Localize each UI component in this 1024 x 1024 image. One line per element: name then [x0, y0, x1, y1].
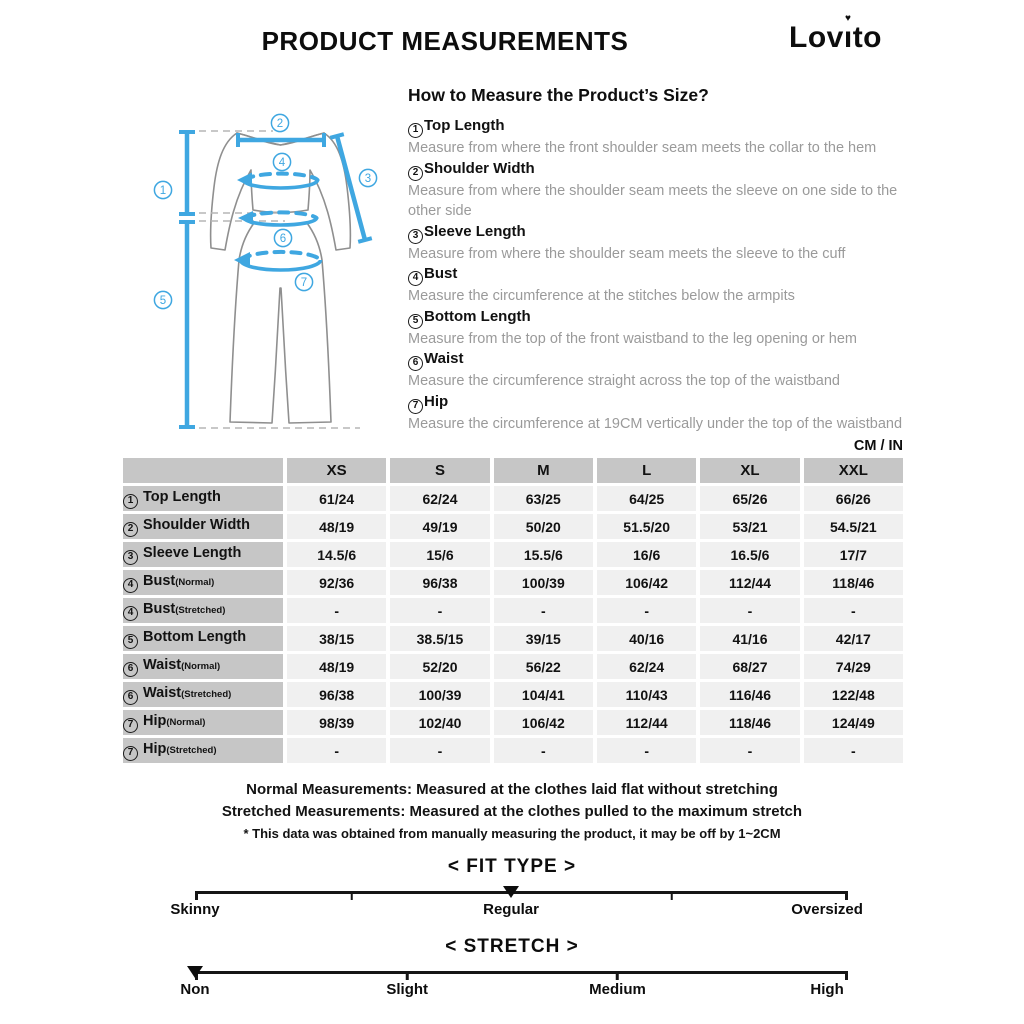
- table-row: [123, 514, 903, 539]
- row-sublabel: (Normal): [175, 576, 215, 588]
- howto-item-name: 4 Bust: [408, 264, 918, 286]
- howto-item-desc: Measure the circumference straight across the top of the waistband: [408, 373, 840, 389]
- scale-label: Non: [180, 981, 210, 998]
- heart-icon: ♥: [845, 13, 852, 24]
- fit-type-title: < FIT TYPE >: [447, 856, 577, 877]
- fit-type-scale: [170, 891, 863, 918]
- size-value-cell: 106/42: [494, 710, 593, 735]
- size-column-header: S: [390, 458, 489, 483]
- row-label: 7 Hip(Stretched): [123, 738, 283, 763]
- row-sublabel: (Stretched): [181, 688, 232, 700]
- size-value-cell: 48/19: [287, 514, 386, 539]
- size-value-cell: 118/46: [700, 710, 799, 735]
- scale-tick: [350, 891, 353, 900]
- size-value-cell: 96/38: [390, 570, 489, 595]
- size-value-cell: 63/25: [494, 486, 593, 511]
- row-label: 7 Hip(Normal): [123, 710, 283, 735]
- size-value-cell: 49/19: [390, 514, 489, 539]
- row-label: 4 Bust(Stretched): [123, 598, 283, 623]
- howto-item-name: 6 Waist: [408, 349, 918, 371]
- garment-diagram: [125, 92, 405, 440]
- note-disclaimer: * This data was obtained from manually measuring the product, it may be off by 1~2CM: [243, 826, 781, 841]
- size-column-header: L: [597, 458, 696, 483]
- stretch-title: < STRETCH >: [445, 936, 579, 957]
- scale-tick: [670, 891, 673, 900]
- svg-text:3: 3: [364, 173, 372, 185]
- size-value-cell: 38.5/15: [390, 626, 489, 651]
- howto-item-desc: Measure the circumference at 19CM vertically under the top of the waistband: [408, 415, 903, 432]
- svg-text:7: 7: [300, 277, 308, 289]
- size-column-header: XXL: [804, 458, 903, 483]
- howto-item-name: 3 Sleeve Length: [408, 222, 918, 244]
- measure-bottom-length: [179, 222, 195, 427]
- fit-type-line: [195, 891, 848, 894]
- brand-letter-i: ı ♥: [843, 13, 853, 54]
- howto-item-desc: Measure from the top of the front waistband to the leg opening or hem: [408, 330, 857, 347]
- size-value-cell: 38/15: [287, 626, 386, 651]
- size-value-cell: 53/21: [700, 514, 799, 539]
- howto-item-desc: Measure the circumference at the stitches below the armpits: [408, 288, 795, 304]
- scale-label: High: [810, 981, 844, 998]
- row-label: 6 Waist(Stretched): [123, 682, 283, 707]
- circled-number-icon: 7: [408, 399, 423, 414]
- size-value-cell: 50/20: [494, 514, 593, 539]
- svg-text:1: 1: [159, 185, 167, 197]
- howto-item-name: 2 Shoulder Width: [408, 159, 918, 181]
- row-label: 3 Sleeve Length: [123, 542, 283, 567]
- size-value-cell: -: [390, 738, 489, 763]
- size-value-cell: 15.5/6: [494, 542, 593, 567]
- note-normal: Normal Measurements: Measured at the clothes laid flat without stretching: [246, 781, 778, 798]
- size-column-header: M: [494, 458, 593, 483]
- size-value-cell: -: [287, 738, 386, 763]
- circled-number-icon: 6: [408, 356, 423, 371]
- size-value-cell: 42/17: [804, 626, 903, 651]
- size-value-cell: -: [804, 738, 903, 763]
- scale-tick: [616, 971, 619, 980]
- circled-number-icon: 3: [408, 229, 423, 244]
- size-value-cell: 14.5/6: [287, 542, 386, 567]
- circled-number-icon: 2: [123, 522, 138, 537]
- size-value-cell: 16/6: [597, 542, 696, 567]
- brand-logo: Lovı ♥ to: [789, 13, 883, 54]
- circled-number-icon: 4: [123, 606, 138, 621]
- size-value-cell: -: [804, 598, 903, 623]
- circled-number-icon: 3: [123, 550, 138, 565]
- howto-item-desc: Measure from where the front shoulder seam meets the collar to the hem: [408, 140, 877, 156]
- size-value-cell: 40/16: [597, 626, 696, 651]
- table-row: [123, 682, 903, 707]
- size-value-cell: 52/20: [390, 654, 489, 679]
- notes: [0, 779, 1024, 845]
- table-row: [123, 626, 903, 651]
- row-sublabel: (Normal): [181, 660, 221, 672]
- table-row: [123, 710, 903, 735]
- size-value-cell: 98/39: [287, 710, 386, 735]
- howto-item-name: 7 Hip: [408, 392, 918, 414]
- circled-number-icon: 1: [408, 123, 423, 138]
- row-label: 1 Top Length: [123, 486, 283, 511]
- howto-item-desc: Measure from where the shoulder seam meets the sleeve to the cuff: [408, 245, 846, 262]
- size-value-cell: 51.5/20: [597, 514, 696, 539]
- size-value-cell: 66/26: [804, 486, 903, 511]
- size-value-cell: 106/42: [597, 570, 696, 595]
- howto-item-name: 5 Bottom Length: [408, 307, 918, 329]
- size-value-cell: 64/25: [597, 486, 696, 511]
- size-value-cell: 39/15: [494, 626, 593, 651]
- howto-section: [408, 85, 918, 434]
- scale-label: Medium: [589, 981, 646, 998]
- table-corner-cell: [123, 458, 283, 483]
- table-row: [123, 598, 903, 623]
- size-table: [119, 455, 907, 766]
- circled-number-icon: 4: [408, 271, 423, 286]
- note-stretched: Stretched Measurements: Measured at the clothes pulled to the maximum stretch: [221, 803, 803, 820]
- circled-number-icon: 6: [123, 690, 138, 705]
- size-value-cell: 15/6: [390, 542, 489, 567]
- size-value-cell: 104/41: [494, 682, 593, 707]
- size-value-cell: 110/43: [597, 682, 696, 707]
- size-value-cell: 122/48: [804, 682, 903, 707]
- circled-number-icon: 5: [123, 634, 138, 649]
- size-value-cell: -: [700, 598, 799, 623]
- circled-number-icon: 7: [123, 746, 138, 761]
- table-row: [123, 738, 903, 763]
- size-value-cell: -: [494, 738, 593, 763]
- garment-outline: [211, 133, 351, 423]
- size-value-cell: 112/44: [700, 570, 799, 595]
- howto-list: [408, 116, 918, 434]
- stretch-line: [195, 971, 848, 974]
- size-value-cell: 100/39: [494, 570, 593, 595]
- table-row: [123, 486, 903, 511]
- size-column-header: XL: [700, 458, 799, 483]
- size-value-cell: 96/38: [287, 682, 386, 707]
- size-value-cell: -: [597, 738, 696, 763]
- stretch-scale: [180, 971, 848, 998]
- size-value-cell: 74/29: [804, 654, 903, 679]
- row-label: 2 Shoulder Width: [123, 514, 283, 539]
- size-value-cell: -: [390, 598, 489, 623]
- scale-label: Slight: [386, 981, 429, 998]
- size-value-cell: 118/46: [804, 570, 903, 595]
- size-value-cell: 102/40: [390, 710, 489, 735]
- row-sublabel: (Normal): [166, 716, 206, 728]
- circled-number-icon: 1: [123, 494, 138, 509]
- table-row: [123, 654, 903, 679]
- scale-label: Oversized: [791, 901, 863, 918]
- howto-item-name: 1 Top Length: [408, 116, 918, 138]
- size-value-cell: -: [597, 598, 696, 623]
- size-value-cell: 116/46: [700, 682, 799, 707]
- circled-number-icon: 7: [123, 718, 138, 733]
- size-table-body: [123, 458, 903, 763]
- size-value-cell: 68/27: [700, 654, 799, 679]
- svg-text:5: 5: [159, 295, 167, 307]
- size-value-cell: 61/24: [287, 486, 386, 511]
- size-value-cell: 62/24: [597, 654, 696, 679]
- size-value-cell: 16.5/6: [700, 542, 799, 567]
- svg-text:6: 6: [279, 233, 287, 245]
- size-value-cell: 124/49: [804, 710, 903, 735]
- row-label: 5 Bottom Length: [123, 626, 283, 651]
- scale-tick: [406, 971, 409, 980]
- row-label: 4 Bust(Normal): [123, 570, 283, 595]
- size-value-cell: 65/26: [700, 486, 799, 511]
- size-value-cell: 92/36: [287, 570, 386, 595]
- size-value-cell: -: [494, 598, 593, 623]
- size-value-cell: -: [287, 598, 386, 623]
- size-value-cell: 54.5/21: [804, 514, 903, 539]
- svg-text:2: 2: [276, 118, 284, 130]
- row-sublabel: (Stretched): [166, 744, 217, 756]
- units-label: CM / IN: [853, 438, 903, 454]
- row-label: 6 Waist(Normal): [123, 654, 283, 679]
- scale-label: Regular: [483, 901, 539, 918]
- measure-top-length: [179, 132, 195, 214]
- scale-label: Skinny: [170, 901, 220, 918]
- table-row: [123, 542, 903, 567]
- scale-pointer-icon: [503, 886, 519, 898]
- howto-item-desc: Measure from where the shoulder seam meets the sleeve on one side to the other side: [408, 182, 898, 219]
- size-value-cell: 100/39: [390, 682, 489, 707]
- size-value-cell: 41/16: [700, 626, 799, 651]
- size-value-cell: 112/44: [597, 710, 696, 735]
- size-value-cell: -: [700, 738, 799, 763]
- circled-number-icon: 6: [123, 662, 138, 677]
- circled-number-icon: 4: [123, 578, 138, 593]
- size-column-header: XS: [287, 458, 386, 483]
- page-title: PRODUCT MEASUREMENTS: [261, 26, 629, 56]
- size-value-cell: 48/19: [287, 654, 386, 679]
- scale-pointer-icon: [187, 966, 203, 978]
- row-sublabel: (Stretched): [175, 604, 226, 616]
- howto-heading: How to Measure the Product’s Size?: [408, 85, 709, 105]
- table-header-row: [123, 458, 903, 483]
- circled-number-icon: 2: [408, 166, 423, 181]
- size-value-cell: 62/24: [390, 486, 489, 511]
- size-value-cell: 56/22: [494, 654, 593, 679]
- size-value-cell: 17/7: [804, 542, 903, 567]
- svg-text:4: 4: [278, 157, 286, 169]
- table-row: [123, 570, 903, 595]
- circled-number-icon: 5: [408, 314, 423, 329]
